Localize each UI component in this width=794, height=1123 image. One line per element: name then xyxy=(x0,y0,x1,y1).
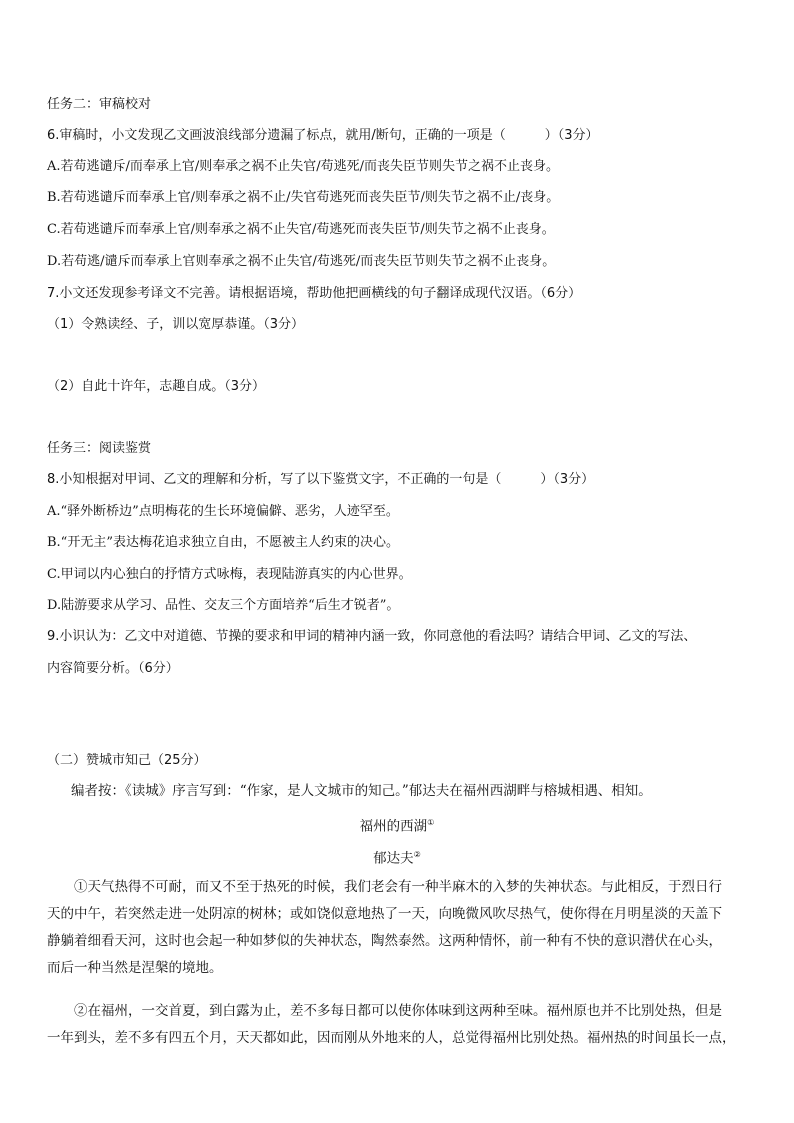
section2-heading: （二）赞城市知己（25分） xyxy=(47,753,207,768)
author-name: 郁达夫 xyxy=(373,850,414,867)
paragraph-1-line: 而后一种当然是涅槃的境地。 xyxy=(47,960,223,976)
paragraph-1-line: 天的中午，若突然走进一处阴凉的树林；或如饶似意地热了一天，向晚微风吹尽热气，使你得在月明星淡的天盖下 xyxy=(47,906,722,922)
question-7: 7.小文还发现参考译文不完善。请根据语境，帮助他把画横线的句子翻译成现代汉语。（6分） xyxy=(47,286,582,301)
paragraph-1-line: ①天气热得不可耐，而又不至于热死的时候，我们老会有一种半麻木的入梦的失神状态。与此相反，于烈日行 xyxy=(74,879,722,895)
q6-option-a: A.若苟逃谴斥/而奉承上官/则奉承之祸不止失官/苟逃死/而丧失臣节则失节之祸不止丧身。 xyxy=(47,159,560,174)
question-9-line-1: 9.小识认为：乙文中对道德、节操的要求和甲词的精神内涵一致，你同意他的看法吗？请结合甲词、乙文的写法、 xyxy=(47,629,697,644)
task3-heading: 任务三：阅读鉴赏 xyxy=(47,441,152,456)
paragraph-1-line: 静躺着细看天河，这时也会起一种如梦似的失神状态，陶然泰然。这两种情怀，前一种有不快的意识潜伏在心头， xyxy=(47,933,722,949)
question-7-part-2: （2）自此十许年，志趣自成。（3分） xyxy=(47,379,266,394)
q8-option-d: D.陆游要求从学习、品性、交友三个方面培养“后生才锐者”。 xyxy=(47,598,400,613)
q8-option-c: C.甲词以内心独白的抒情方式咏梅，表现陆游真实的内心世界。 xyxy=(47,567,412,582)
footnote-mark-1: ① xyxy=(427,818,435,827)
footnote-mark-2: ② xyxy=(413,850,421,859)
task2-heading: 任务二：审稿校对 xyxy=(47,97,152,112)
q6-option-d: D.若苟逃/谴斥而奉承上官则奉承之祸不止失官/苟逃死/而丧失臣节则失节之祸不止丧身。 xyxy=(47,254,556,269)
article-title-text: 福州的西湖 xyxy=(359,818,428,835)
q6-option-c: C.若苟逃谴斥而奉承上官/则奉承之祸不止失官/苟逃死而丧失臣节/则失节之祸不止丧身。 xyxy=(47,222,555,237)
paragraph-2-line: 一年到头，差不多有四五个月，天天都如此，因而刚从外地来的人，总觉得福州比别处热。福州热的时间虽长一点， xyxy=(47,1030,736,1046)
q6-option-b: B.若苟逃谴斥而奉承上官/则奉承之祸不止/失官苟逃死而丧失臣节/则失节之祸不止/丧身。 xyxy=(47,190,560,205)
question-8: 8.小知根据对甲词、乙文的理解和分析，写了以下鉴赏文字，不正确的一句是（ ）（3分） xyxy=(47,472,595,487)
q8-option-b: B.“开无主”表达梅花追求独立自由，不愿被主人约束的决心。 xyxy=(47,535,399,550)
article-title xyxy=(0,814,794,836)
paragraph-2 xyxy=(47,998,747,1052)
paragraph-2-line: ②在福州，一交首夏，到白露为止，差不多每日都可以使你体味到这两种至味。福州原也并不比别处热，但是 xyxy=(74,1003,722,1019)
q8-option-a: A.“驿外断桥边”点明梅花的生长环境偏僻、恶劣，人迹罕至。 xyxy=(47,504,399,519)
article-author xyxy=(0,846,794,868)
question-6: 6.审稿时，小文发现乙文画波浪线部分遗漏了标点，就用/断句，正确的一项是（ ）（3分） xyxy=(47,128,599,143)
question-9-line-2: 内容简要分析。（6分） xyxy=(47,661,179,676)
question-7-part-1: （1）令熟读经、子，训以宽厚恭谨。（3分） xyxy=(47,317,305,332)
paragraph-1 xyxy=(47,874,747,982)
editor-note: 编者按：《读城》序言写到：“作家，是人文城市的知己。”郁达夫在福州西湖畔与榕城相遇、相知。 xyxy=(71,783,652,799)
